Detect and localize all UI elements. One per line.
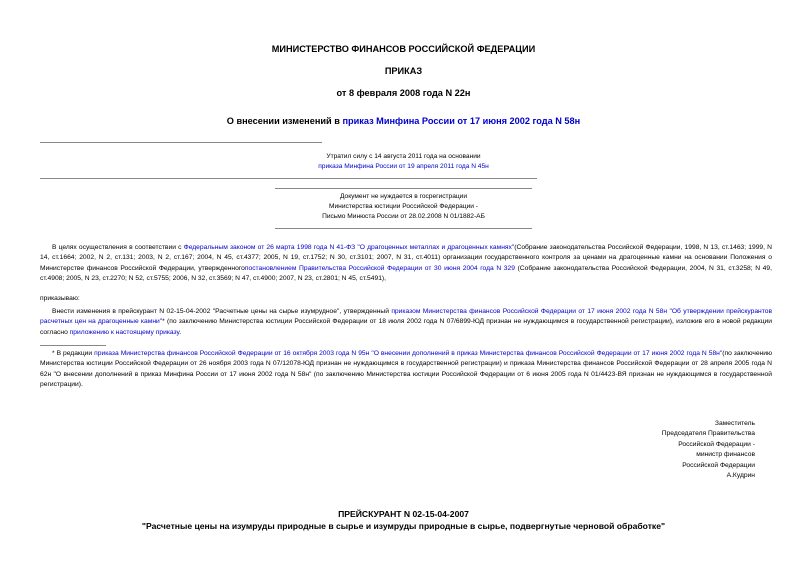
- order-58n-link[interactable]: приказом Министерства финансов Российской Федерации от 17 июня 2002 года N 58н "Об утверждении прейскурантов расчетных цен на драгоценные камни": [40, 308, 772, 326]
- doc-title-text: О внесении изменений в: [226, 116, 343, 126]
- signature-line: Председателя Правительства: [661, 430, 755, 438]
- pricelist-subtitle: "Расчетные цены на изумруды природные в сырье и изумруды природные в сырье, подвергнутые черновой обработке": [141, 521, 666, 531]
- preamble-text: (Собрание законодательства Российской Федерации, 1998, N 13, ст.1463; 1999, N 14, ст.1664; 2002, N 2, ст.131; 2003, N 2, ст.167; 2004, N 45, ст.4377; 2005, N 19, ст.1752; N 30, ст.3101; 2007, N 31, ст.4011) организации государственного контроля за ценами на драгоценные камни на основании Положения о Министерстве финансов Российской Федерации, утвержденного: [40, 244, 772, 272]
- order-text: Внести изменения в прейскурант N 02-15-04-2002 "Расчетные цены на сырье изумрудное", утвержденный: [52, 308, 392, 315]
- preamble-text: В целях осуществления в соответствии с: [52, 244, 184, 251]
- divider: [40, 142, 322, 143]
- order-paragraph: [40, 307, 772, 338]
- federal-law-link[interactable]: Федеральным законом от 26 марта 1998 года N 41-ФЗ "О драгоценных металлах и драгоценных камнях": [183, 244, 515, 251]
- order-word: приказываю:: [40, 295, 80, 302]
- doc-title-link[interactable]: приказ Минфина России от 17 июня 2002 года N 58н: [342, 116, 581, 126]
- preamble-paragraph: [40, 243, 772, 285]
- order-text: * (по заключению Министерства юстиции Российской Федерации от 18 июля 2002 года N 07/6899-ЮД признан не нуждающимся в государственной регистрации), изложив его в новой редакции согласно: [40, 318, 772, 336]
- signature-block: [555, 419, 755, 481]
- divider: [275, 188, 532, 189]
- footnote-text: (по заключению Министерства юстиции Российской Федерации от 26 ноября 2003 года N 07/12078-ЮД признан не нуждающимся в государственной регистрации) и приказа Министерства финансов Российской Федерации от 28 апреля 2005 года N 62н "О внесении дополнений в приказ Минфина России от 17 июня 2002 года N 58н" (по заключению Министерства юстиции Российской Федерации от 6 июня 2005 года N 01/4423-ВЯ признан не нуждающимся в государственной регистрации).: [40, 350, 772, 389]
- appendix-link[interactable]: приложению к настоящему приказу: [69, 328, 180, 336]
- lost-force-text: Утратил силу с 14 августа 2011 года на основании: [326, 153, 481, 160]
- doc-title: [0, 116, 807, 126]
- order-text: .: [179, 328, 182, 336]
- footnote-text: * В редакции: [52, 350, 95, 357]
- signature-line: министр финансов: [696, 451, 755, 459]
- footnote-paragraph: [40, 349, 772, 391]
- government-resolution-link[interactable]: постановлением Правительства Российской Федерации от 30 июня 2004 года N 329: [244, 264, 515, 272]
- preamble-text: (Собрание законодательства Российской Федерации, 2004, N 31, ст.3258; N 49, ст.4908; 2005, N 23, ст.2270; N 52, ст.5755; 2006, N 32, ст.3569; N 47, ст.4900; 2007, N 23, ст.2801; N 45, ст.5491),: [40, 264, 772, 283]
- lost-force-note: [0, 152, 807, 172]
- signature-name: А.Кудрин: [726, 471, 755, 479]
- signature-line: Заместитель: [714, 420, 755, 427]
- registration-line: Документ не нуждается в госрегистрации: [339, 193, 468, 200]
- lost-force-link[interactable]: приказа Минфина России от 19 апреля 2011 года N 45н: [318, 162, 489, 170]
- signature-line: Российской Федерации: [682, 461, 755, 469]
- divider: [275, 228, 532, 229]
- registration-note: [0, 192, 807, 222]
- doc-type-heading: ПРИКАЗ: [384, 66, 423, 76]
- ministry-heading: МИНИСТЕРСТВО ФИНАНСОВ РОССИЙСКОЙ ФЕДЕРАЦИИ: [271, 44, 536, 54]
- registration-line: Министерства юстиции Российской Федерации -: [329, 202, 478, 210]
- registration-line: Письмо Минюста России от 28.02.2008 N 01/1882-АБ: [322, 212, 485, 220]
- doc-date: от 8 февраля 2008 года N 22н: [336, 88, 471, 98]
- order-95n-link[interactable]: приказа Министерства финансов Российской Федерации от 16 октября 2003 года N 95н "О внесении дополнений в приказ Министерства финансов Российской Федерации от 17 июня 2002 года N 58н": [94, 350, 723, 357]
- divider: [40, 178, 537, 179]
- footnote-divider: [40, 345, 106, 346]
- signature-line: Российской Федерации -: [678, 440, 755, 448]
- pricelist-title: ПРЕЙСКУРАНТ N 02-15-04-2007: [338, 509, 469, 519]
